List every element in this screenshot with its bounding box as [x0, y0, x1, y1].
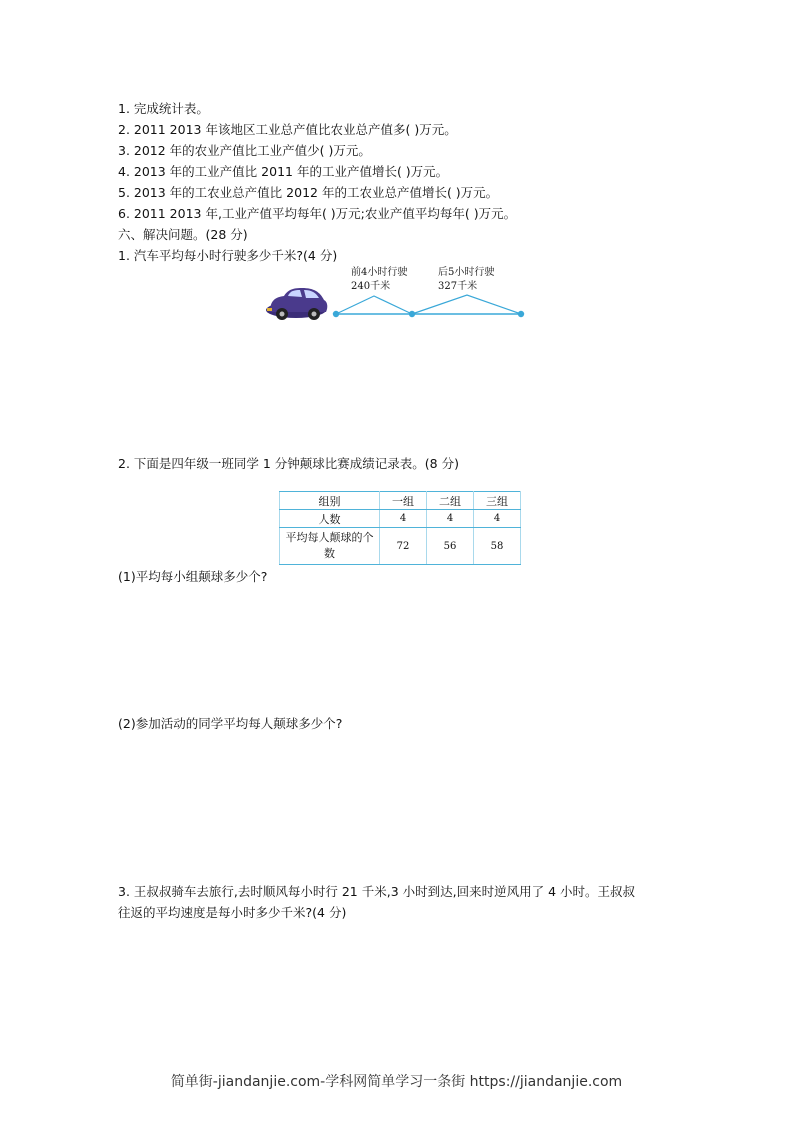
table-header-cell: 二组 — [427, 492, 474, 510]
question-1: 1. 汽车平均每小时行驶多少千米?(4 分) — [118, 248, 338, 263]
question-3-line-1: 3. 王叔叔骑车去旅行,去时顺风每小时行 21 千米,3 小时到达,回来时逆风用了 4 小时。王叔叔 — [118, 884, 635, 899]
question-2: 2. 下面是四年级一班同学 1 分钟颠球比赛成绩记录表。(8 分) — [118, 456, 459, 471]
table-cell: 人数 — [280, 510, 380, 528]
item-3: 3. 2012 年的农业产值比工业产值少( )万元。 — [118, 143, 371, 158]
second-segment-label-1: 后5小时行驶 — [438, 267, 495, 278]
second-segment-brace — [412, 295, 521, 314]
distance-diagram — [262, 264, 542, 328]
footer-watermark: 简单街-jiandanjie.com-学科网简单学习一条街 https://jiandanjie.com — [170, 1074, 623, 1090]
first-segment-brace — [336, 296, 412, 314]
table-cell: 58 — [474, 528, 521, 565]
score-table — [279, 491, 521, 565]
end-point — [518, 311, 524, 317]
question-3-line-2: 往返的平均速度是每小时多少千米?(4 分) — [118, 905, 347, 920]
table-cell: 4 — [427, 510, 474, 528]
table-cell: 平均每人颠球的个数 — [280, 528, 380, 565]
table-row — [280, 528, 521, 565]
item-5: 5. 2013 年的工农业总产值比 2012 年的工农业总产值增长( )万元。 — [118, 185, 499, 200]
table-cell: 4 — [474, 510, 521, 528]
item-1: 1. 完成统计表。 — [118, 101, 209, 116]
mid-point — [409, 311, 415, 317]
start-point — [333, 311, 339, 317]
table-header-cell: 组别 — [280, 492, 380, 510]
second-segment-label-2: 327千米 — [438, 281, 478, 292]
item-6: 6. 2011 2013 年,工业产值平均每年( )万元;农业产值平均每年( )万元。 — [118, 206, 517, 221]
item-2: 2. 2011 2013 年该地区工业总产值比农业总产值多( )万元。 — [118, 122, 457, 137]
question-2-2: (2)参加活动的同学平均每人颠球多少个? — [118, 716, 343, 731]
table-header-row — [280, 492, 521, 510]
item-4: 4. 2013 年的工业产值比 2011 年的工业产值增长( )万元。 — [118, 164, 449, 179]
question-2-1: (1)平均每小组颠球多少个? — [118, 569, 268, 584]
table-cell: 56 — [427, 528, 474, 565]
table-cell: 4 — [380, 510, 427, 528]
table-header-cell: 三组 — [474, 492, 521, 510]
first-segment-label-1: 前4小时行驶 — [351, 267, 408, 278]
table-row — [280, 510, 521, 528]
first-segment-label-2: 240千米 — [351, 281, 391, 292]
section-heading: 六、解决问题。(28 分) — [118, 227, 248, 242]
table-header-cell: 一组 — [380, 492, 427, 510]
table-cell: 72 — [380, 528, 427, 565]
car-icon — [266, 288, 327, 320]
